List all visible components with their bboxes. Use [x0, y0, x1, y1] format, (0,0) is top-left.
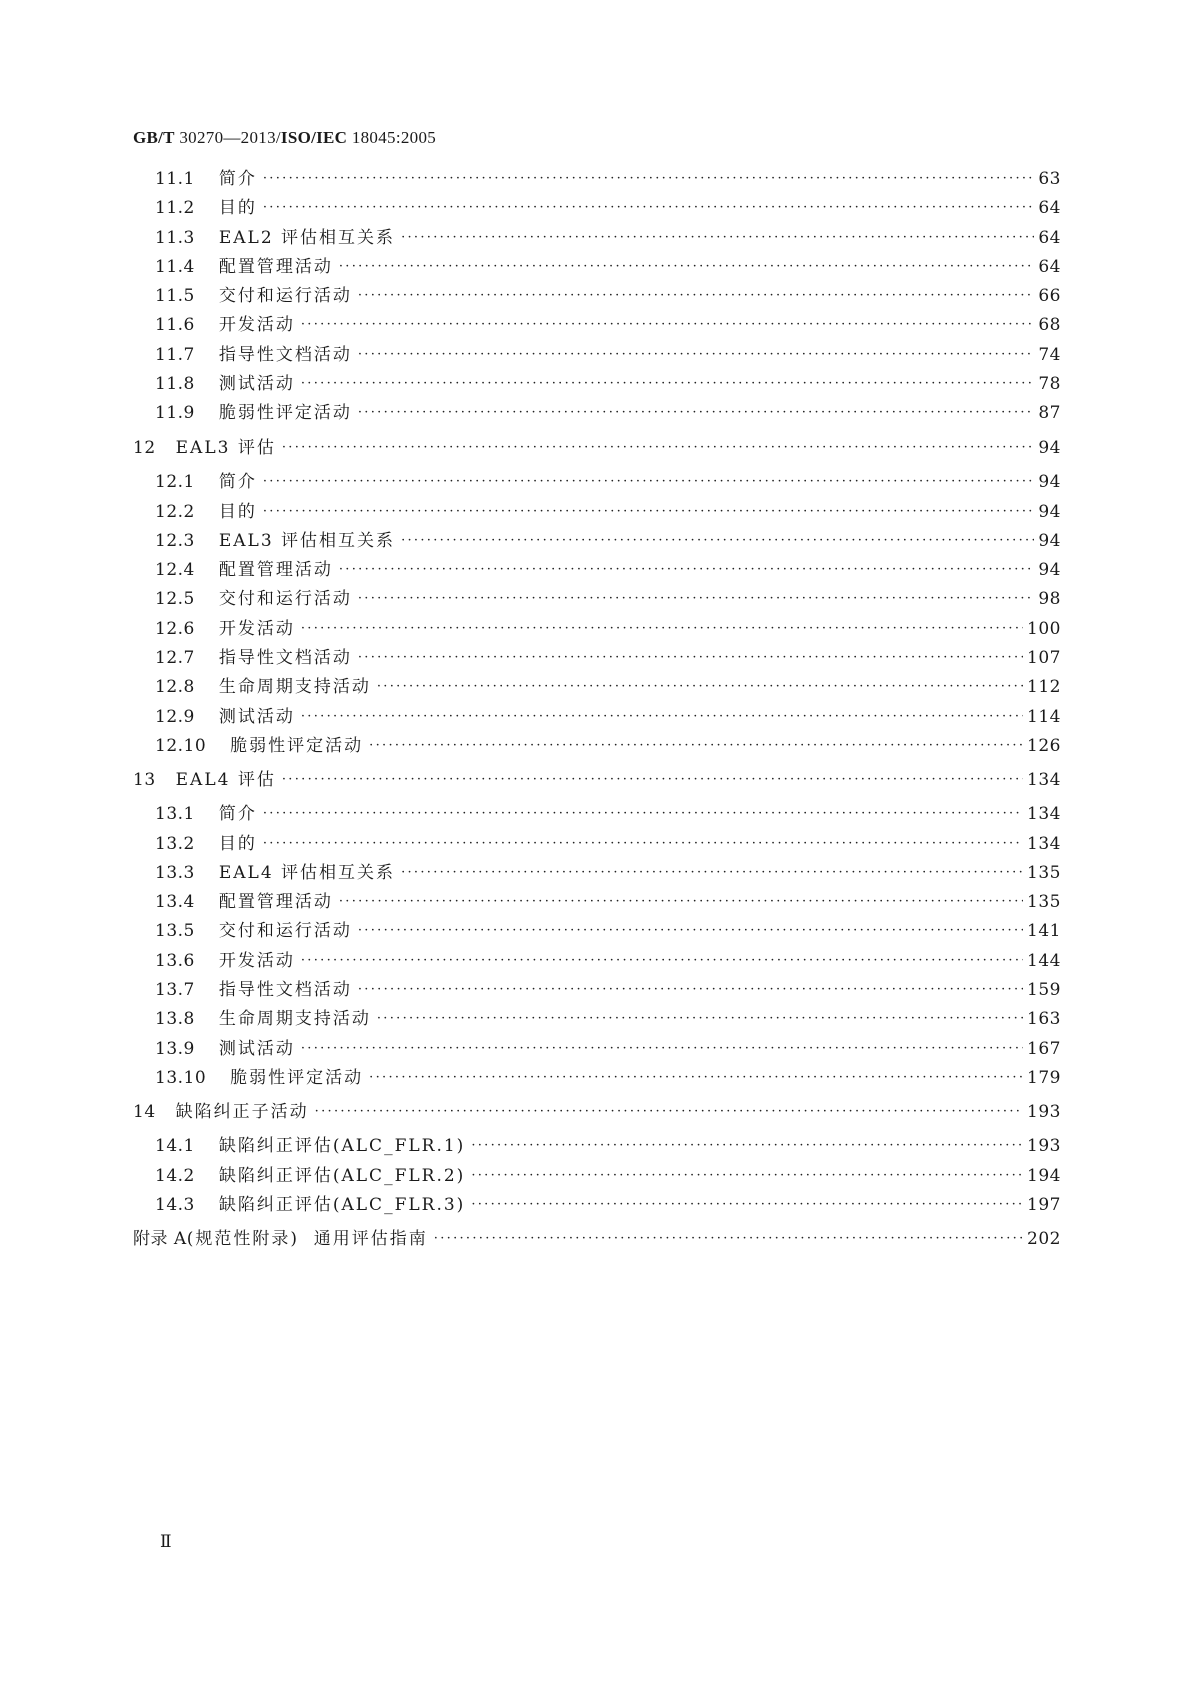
toc-number: 14: [133, 1102, 156, 1122]
toc-entry[interactable]: [155, 167, 1061, 191]
toc-leader: [339, 255, 1035, 279]
toc-leader: [369, 734, 1023, 758]
toc-number: 11.5: [155, 286, 195, 306]
toc-entry[interactable]: [155, 284, 1061, 308]
toc-title: EAL3 评估: [175, 438, 276, 458]
toc-number: 12.9: [155, 707, 195, 727]
toc-title: 测试活动: [218, 374, 295, 394]
toc-title: 缺陷纠正评估(ALC_FLR.2): [218, 1166, 466, 1186]
toc-leader: [471, 1193, 1023, 1217]
toc-title: 测试活动: [218, 1039, 295, 1059]
toc-page: 112: [1027, 677, 1061, 697]
toc-entry[interactable]: [155, 255, 1061, 279]
toc-leader: [358, 978, 1023, 1002]
toc-page: 63: [1038, 169, 1061, 189]
toc-entry[interactable]: [155, 558, 1061, 582]
toc-leader: [263, 196, 1035, 220]
toc-page: 94: [1038, 531, 1061, 551]
toc-entry[interactable]: [155, 313, 1061, 337]
toc-title: 目的: [218, 198, 257, 218]
toc-title: 简介: [218, 169, 257, 189]
toc-page: 94: [1038, 560, 1061, 580]
toc-leader: [358, 646, 1023, 670]
toc-page: 78: [1038, 374, 1061, 394]
toc-number: 11.1: [155, 169, 195, 189]
toc-title: 缺陷纠正评估(ALC_FLR.3): [218, 1195, 466, 1215]
toc-page: 163: [1027, 1009, 1061, 1029]
toc-number: 12.4: [155, 560, 195, 580]
toc-number: 13.1: [155, 804, 195, 824]
toc-entry[interactable]: [155, 343, 1061, 367]
toc-number: 14.3: [155, 1195, 195, 1215]
toc-entry[interactable]: [155, 470, 1061, 494]
toc-page: 64: [1038, 198, 1061, 218]
toc-number: 14.1: [155, 1136, 195, 1156]
toc-number: 11.8: [155, 374, 195, 394]
toc-page: 167: [1027, 1039, 1061, 1059]
toc-page: 134: [1027, 770, 1061, 790]
toc-leader: [315, 1100, 1023, 1124]
toc-leader: [301, 372, 1035, 396]
toc-title: 交付和运行活动: [218, 589, 352, 609]
toc-entry[interactable]: [155, 1037, 1061, 1061]
toc-page: 94: [1038, 472, 1061, 492]
toc-number: 13.6: [155, 951, 195, 971]
toc-leader: [301, 1037, 1023, 1061]
toc-number: 11.2: [155, 198, 195, 218]
toc-leader: [263, 470, 1035, 494]
toc-entry[interactable]: [155, 734, 1061, 758]
toc-number: 附录 A: [133, 1229, 187, 1249]
toc-page: 202: [1027, 1229, 1061, 1249]
toc-number: 13.5: [155, 921, 195, 941]
toc-page: 197: [1027, 1195, 1061, 1215]
toc-number: 11.4: [155, 257, 195, 277]
toc-leader: [282, 768, 1023, 792]
toc-title: 测试活动: [218, 707, 295, 727]
toc-leader: [377, 1007, 1023, 1031]
page-number: Ⅱ: [160, 1532, 172, 1551]
toc-title: 交付和运行活动: [218, 286, 352, 306]
toc-leader: [358, 401, 1035, 425]
toc-leader: [263, 167, 1035, 191]
toc-leader: [434, 1227, 1023, 1251]
toc-chapter[interactable]: [133, 436, 1061, 460]
toc-title: 开发活动: [218, 619, 295, 639]
toc-page: 100: [1027, 619, 1061, 639]
toc-page: 193: [1027, 1136, 1061, 1156]
toc-leader: [263, 832, 1023, 856]
toc-entry[interactable]: [155, 861, 1061, 885]
toc-title: 生命周期支持活动: [218, 677, 371, 697]
toc-title: 简介: [218, 804, 257, 824]
toc-title: 缺陷纠正评估(ALC_FLR.1): [218, 1136, 466, 1156]
toc-entry[interactable]: [155, 919, 1061, 943]
document-header: [133, 128, 436, 148]
toc-leader: [263, 802, 1023, 826]
toc-page: 66: [1038, 286, 1061, 306]
standard-prefix: GB/T: [133, 128, 175, 147]
toc-page: 74: [1038, 345, 1061, 365]
toc-number: 12.6: [155, 619, 195, 639]
toc-number: 12.1: [155, 472, 195, 492]
toc-page: 193: [1027, 1102, 1061, 1122]
toc-number: 13.10: [155, 1068, 207, 1088]
toc-title: 指导性文档活动: [218, 980, 352, 1000]
toc-page: 141: [1027, 921, 1061, 941]
toc-page: 159: [1027, 980, 1061, 1000]
toc-number: 14.2: [155, 1166, 195, 1186]
toc-entry[interactable]: [155, 1193, 1061, 1217]
toc-page: 64: [1038, 228, 1061, 248]
toc-leader: [377, 675, 1023, 699]
toc-title: 开发活动: [218, 951, 295, 971]
toc-number: 13: [133, 770, 156, 790]
toc-leader: [471, 1164, 1023, 1188]
toc-entry[interactable]: [155, 1007, 1061, 1031]
toc-number: 11.7: [155, 345, 195, 365]
toc-number: 13.8: [155, 1009, 195, 1029]
toc-title: 简介: [218, 472, 257, 492]
toc-number: 13.3: [155, 863, 195, 883]
toc-leader: [369, 1066, 1023, 1090]
toc-number: 13.4: [155, 892, 195, 912]
toc-title: 指导性文档活动: [218, 345, 352, 365]
toc-entry[interactable]: [155, 401, 1061, 425]
toc-number: 12.5: [155, 589, 195, 609]
toc-title: 生命周期支持活动: [218, 1009, 371, 1029]
toc-number: 12.10: [155, 736, 207, 756]
toc-leader: [471, 1134, 1023, 1158]
toc-leader: [358, 284, 1035, 308]
toc-page: 126: [1027, 736, 1061, 756]
toc-leader: [339, 558, 1035, 582]
toc-page: 114: [1027, 707, 1061, 727]
toc-number: 12.7: [155, 648, 195, 668]
toc-leader: [301, 313, 1035, 337]
toc-entry[interactable]: [155, 587, 1061, 611]
toc-number: 11.3: [155, 228, 195, 248]
toc-number: 11.9: [155, 403, 195, 423]
toc-entry[interactable]: [155, 675, 1061, 699]
toc-page: 94: [1038, 502, 1061, 522]
toc-title: 配置管理活动: [218, 892, 333, 912]
toc-entry[interactable]: [155, 890, 1061, 914]
toc-leader: [263, 500, 1035, 524]
toc-leader: [401, 529, 1034, 553]
toc-leader: [282, 436, 1035, 460]
toc-title: 交付和运行活动: [218, 921, 352, 941]
toc-entry[interactable]: [155, 500, 1061, 524]
toc-chapter[interactable]: [133, 1100, 1061, 1124]
toc-entry[interactable]: [155, 949, 1061, 973]
toc-entry[interactable]: [155, 705, 1061, 729]
toc-number: 12.3: [155, 531, 195, 551]
toc-entry[interactable]: [155, 226, 1061, 250]
toc-title: 配置管理活动: [218, 560, 333, 580]
toc-title: 配置管理活动: [218, 257, 333, 277]
toc-entry[interactable]: [155, 1134, 1061, 1158]
toc-page: 144: [1027, 951, 1061, 971]
toc-entry[interactable]: [155, 372, 1061, 396]
toc-title: 脆弱性评定活动: [230, 1068, 364, 1088]
toc-chapter[interactable]: [133, 768, 1061, 792]
toc-title: 开发活动: [218, 315, 295, 335]
toc-title: EAL4 评估: [175, 770, 276, 790]
toc-number: 13.2: [155, 834, 195, 854]
toc-title: 脆弱性评定活动: [218, 403, 352, 423]
toc-leader: [301, 949, 1023, 973]
toc-entry[interactable]: [155, 802, 1061, 826]
toc-leader: [301, 617, 1023, 641]
toc-title: EAL3 评估相互关系: [218, 531, 396, 551]
toc-leader: [358, 919, 1023, 943]
toc-number: 11.6: [155, 315, 195, 335]
toc-title: 缺陷纠正子活动: [175, 1102, 309, 1122]
toc-number: 12.2: [155, 502, 195, 522]
toc-leader: [358, 343, 1035, 367]
toc-entry[interactable]: [155, 646, 1061, 670]
toc-leader: [401, 861, 1023, 885]
toc-page: 94: [1038, 438, 1061, 458]
toc-title: (规范性附录) 通用评估指南: [186, 1229, 428, 1249]
toc-page: 194: [1027, 1166, 1061, 1186]
toc-page: 179: [1027, 1068, 1061, 1088]
toc-page: 134: [1027, 804, 1061, 824]
toc-page: 87: [1038, 403, 1061, 423]
toc-page: 135: [1027, 863, 1061, 883]
toc-number: 13.7: [155, 980, 195, 1000]
toc-number: 12.8: [155, 677, 195, 697]
toc-title: EAL4 评估相互关系: [218, 863, 396, 883]
toc-leader: [339, 890, 1023, 914]
iso-prefix: ISO/IEC: [280, 128, 348, 147]
standard-number: 30270—2013/: [174, 128, 281, 147]
toc-entry[interactable]: [155, 1066, 1061, 1090]
toc-title: 目的: [218, 834, 257, 854]
toc-page: 107: [1027, 648, 1061, 668]
toc-page: 68: [1038, 315, 1061, 335]
toc-entry[interactable]: [155, 832, 1061, 856]
toc-title: 指导性文档活动: [218, 648, 352, 668]
toc-page: 135: [1027, 892, 1061, 912]
toc-leader: [301, 705, 1023, 729]
toc-page: 98: [1038, 589, 1061, 609]
toc-title: 脆弱性评定活动: [230, 736, 364, 756]
toc-number: 12: [133, 438, 156, 458]
toc-entry[interactable]: [155, 1164, 1061, 1188]
iso-number: 18045:2005: [347, 128, 437, 147]
toc-entry[interactable]: [155, 196, 1061, 220]
toc-title: 目的: [218, 502, 257, 522]
toc-appendix[interactable]: [133, 1227, 1061, 1251]
toc-number: 13.9: [155, 1039, 195, 1059]
toc-entry[interactable]: [155, 529, 1061, 553]
toc-leader: [401, 226, 1034, 250]
toc-leader: [358, 587, 1035, 611]
toc-entry[interactable]: [155, 617, 1061, 641]
toc-page: 134: [1027, 834, 1061, 854]
toc-entry[interactable]: [155, 978, 1061, 1002]
toc-page: 64: [1038, 257, 1061, 277]
toc-title: EAL2 评估相互关系: [218, 228, 396, 248]
